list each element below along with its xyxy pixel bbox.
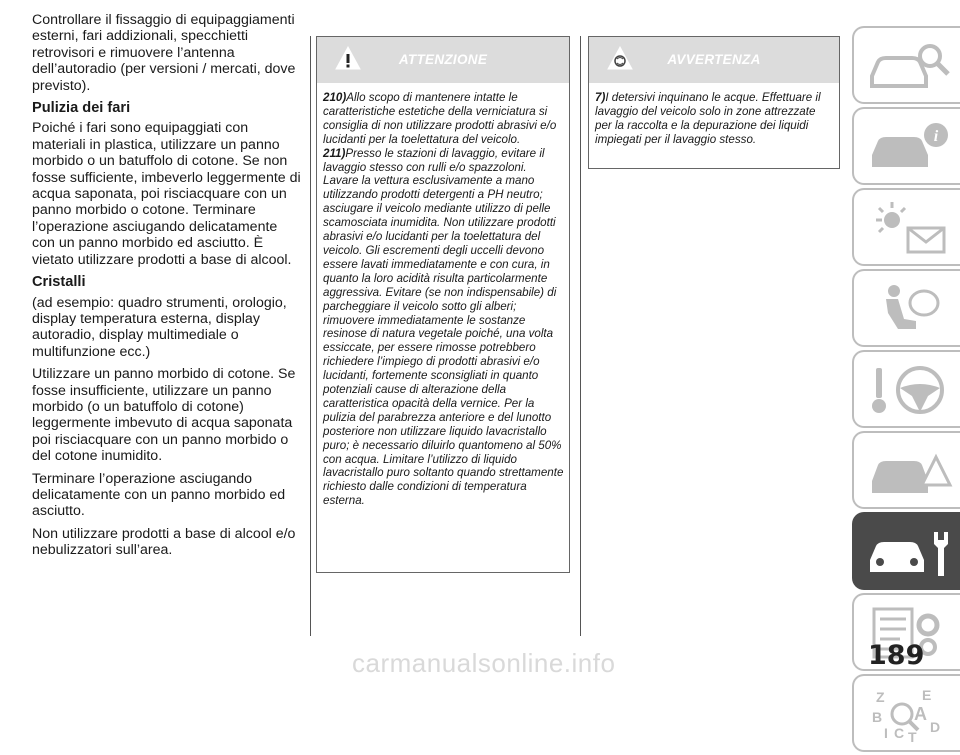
heading-pulizia-fari: Pulizia dei fari xyxy=(32,100,131,117)
attenzione-item-210 xyxy=(323,91,565,147)
avvertenza-box xyxy=(588,36,840,169)
reference-number: 7) xyxy=(595,91,606,104)
tab-dashboard-info[interactable] xyxy=(852,107,960,185)
heading-cristalli: Cristalli xyxy=(32,274,86,291)
tab-starting-driving[interactable] xyxy=(852,350,960,428)
car-wrench-icon xyxy=(864,522,954,582)
index-letter: A xyxy=(914,704,927,724)
attenzione-title: ATTENZIONE xyxy=(398,52,488,67)
page-number: 189 xyxy=(868,640,925,671)
tab-servicing-care[interactable] xyxy=(852,512,960,590)
attenzione-header xyxy=(317,37,569,83)
avvertenza-title: AVVERTENZA xyxy=(667,52,761,67)
paragraph-fari: Poiché i fari sono equipaggiati con materiali in plastica, utilizzare un panno morbido o un batuffolo di cotone. Se non fosse sufficiente, imbeverlo leggermente di acqua saponata, poi risciacquare con un panno morbido o cotone. Terminare l’operazione asciugando delicatamente con un panno morbido ed asciutto. È vietato utilizzare prodotti a base di alcool. xyxy=(32,120,301,268)
column-divider xyxy=(310,36,311,636)
paragraph-cristalli-3: Terminare l’operazione asciugando delicatamente con un panno morbido ed asciutto. xyxy=(32,470,286,520)
tab-index[interactable] xyxy=(852,674,960,752)
reference-number: 210) xyxy=(323,91,347,104)
main-text-column xyxy=(32,12,302,565)
attenzione-item-211 xyxy=(323,147,565,509)
paragraph-cristalli-2: Utilizzare un panno morbido di cotone. Se fosse insufficiente, utilizzare un panno morbido (o un batuffolo di cotone) leggermente imbevuto di acqua saponata poi risciacquare con un panno morbido o del cotone inumidito. xyxy=(32,366,296,465)
avvertenza-header xyxy=(589,37,839,83)
tab-getting-to-know[interactable] xyxy=(852,26,960,104)
index-letter: I xyxy=(884,725,888,741)
attenzione-box xyxy=(316,36,570,573)
attenzione-body xyxy=(317,83,569,516)
car-info-icon xyxy=(864,117,954,177)
car-search-icon xyxy=(864,36,954,96)
avvertenza-body xyxy=(589,83,839,155)
tab-safety[interactable] xyxy=(852,269,960,347)
tab-in-emergency[interactable] xyxy=(852,431,960,509)
column-divider xyxy=(580,36,581,636)
index-letter: Z xyxy=(876,689,885,705)
paragraph-cristalli-4: Non utilizzare prodotti a base di alcool e/o nebulizzatori sull’area. xyxy=(32,525,296,559)
attenzione-text: Allo scopo di mantenere intatte le caratteristiche estetiche della verniciatura si consiglia di non utilizzare prodotti abrasivi e/o lucidanti per la toelettatura del veicolo. xyxy=(323,91,557,146)
svg-text:i: i xyxy=(933,128,939,145)
avvertenza-item-7 xyxy=(595,91,835,147)
airbag-seat-icon xyxy=(864,279,954,339)
index-letter: C xyxy=(894,725,905,741)
index-letter: D xyxy=(930,719,941,735)
warning-lights-icon xyxy=(864,198,954,258)
watermark: carmanualsonline.info xyxy=(352,648,616,678)
index-letter: B xyxy=(872,709,883,725)
attenzione-text: Presso le stazioni di lavaggio, evitare il lavaggio stesso con rulli e/o spazzoloni. Lavare la vettura esclusivamente a mano utilizzando prodotti detergenti a PH neutro; asciugare il veicolo mediante utilizzo di pelle scamosciata inumidita. Non utilizzare prodotti abrasivi e/o lucidanti per la toelettatura del veicolo. Gli escrementi degli uccelli devono essere lavati immediatamente e con cura, in quanto la loro acidità risulta particolarmente aggressiva. Evitare (se non indispensabile) di parcheggiare il veicolo sotto gli alberi; rimuovere immediatamente le sostanze resinose di natura vegetale poiché, una volta essiccate, per essere rimosse potrebbero richiedere l’impiego di prodotti abrasivi e/o lucidanti, fortemente sconsigliati in quanto potenziali cause di alterazione della caratteristica opacità della vernice. Per la pulizia del parabrezza anteriore e del lunotto posteriore non utilizzare liquido lavacristallo puro; è necessario diluirlo quantomeno al 50% con acqua. Limitare l’utilizzo di liquido lavacristallo puro soltanto quando strettamente richiesto dalle condizioni di temperatura esterna. xyxy=(323,146,564,508)
alphabetical-index-icon xyxy=(864,684,954,744)
car-breakdown-icon xyxy=(864,441,954,501)
intro-paragraph: Controllare il fissaggio di equipaggiamenti esterni, fari addizionali, specchietti retrovisori e rimuovere l’antenna dell’autoradio (per versioni / mercati, dove previsto). xyxy=(32,12,296,94)
index-letter: T xyxy=(908,729,917,745)
key-steering-wheel-icon xyxy=(864,360,954,420)
tab-warning-lights[interactable] xyxy=(852,188,960,266)
index-letter: E xyxy=(922,687,932,703)
reference-number: 211) xyxy=(323,146,346,160)
avvertenza-text: I detersivi inquinano le acque. Effettuare il lavaggio del veicolo solo in zone attrezzate per la raccolta e la depurazione dei liquidi impiegati per il lavaggio stesso. xyxy=(595,91,821,146)
paragraph-cristalli-1: (ad esempio: quadro strumenti, orologio, display temperatura esterna, display autoradio, display multimediale o multifunzione ecc.) xyxy=(32,294,287,360)
